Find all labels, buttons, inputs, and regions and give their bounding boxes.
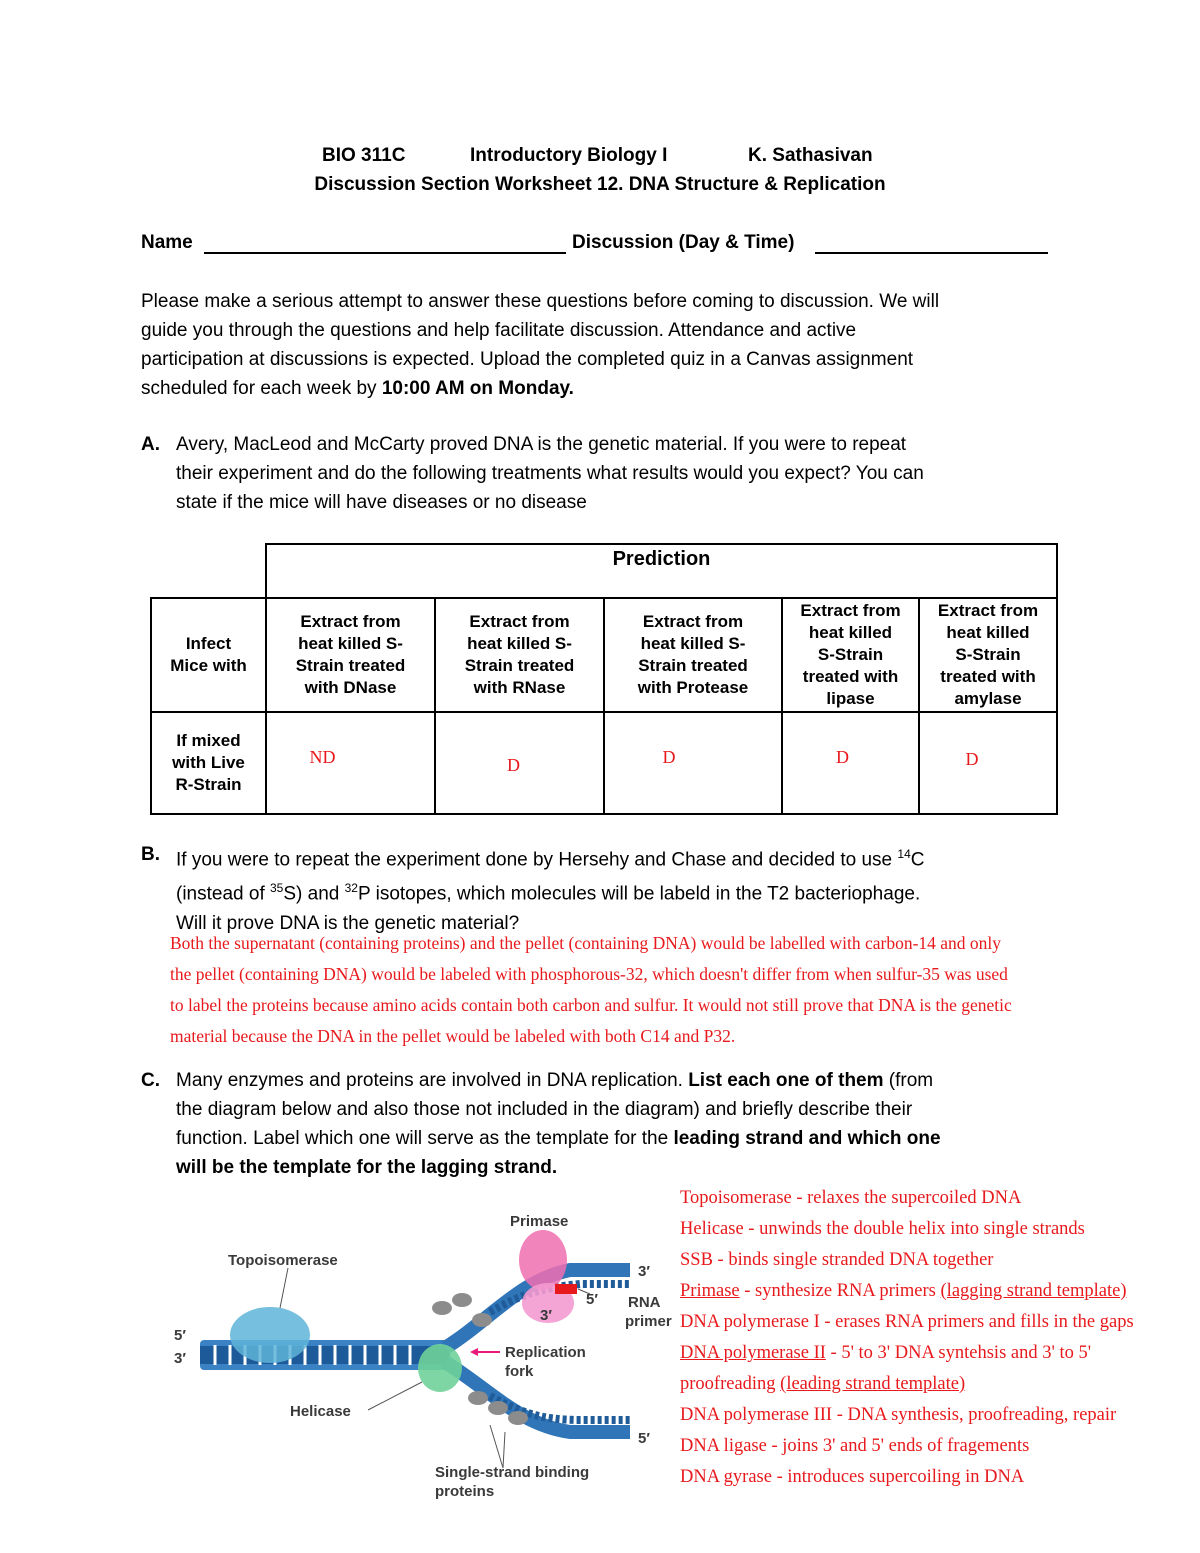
label-3prime-top: 3′ — [638, 1263, 650, 1280]
header-line: Extract from — [800, 601, 901, 620]
enzyme-desc: - synthesize RNA primers — [739, 1281, 941, 1301]
name-label: Name — [141, 232, 193, 253]
answer-text: D — [836, 746, 849, 767]
q-text: Many enzymes and proteins are involved in DNA replication. — [176, 1070, 689, 1091]
question-b-text — [176, 840, 1076, 938]
deadline-text: 10:00 AM on Monday — [381, 378, 569, 399]
header-line: Extract from — [300, 612, 401, 631]
intro-line: guide you through the questions and help facilitate discussion. Attendance and active — [141, 320, 857, 341]
label-primase: Primase — [510, 1213, 569, 1230]
discussion-label: Discussion (Day & Time) — [572, 232, 795, 253]
column-header-dnase — [266, 598, 435, 712]
prediction-header: Prediction — [266, 544, 1057, 598]
question-line: Avery, MacLeod and McCarty proved DNA is the genetic material. If you were to repeat — [176, 434, 907, 455]
intro-text: scheduled for each week by — [141, 378, 382, 399]
enzyme-desc: - 5' to 3' DNA syntehsis and 3' to 5' — [825, 1343, 1092, 1363]
answer-cell[interactable] — [919, 712, 1057, 814]
intro-line: participation at discussions is expected. Upload the completed quiz in a Canvas assignment — [141, 349, 914, 370]
q-text: function. Label which one will serve as the template for the — [176, 1128, 674, 1149]
row-label-line: If mixed — [176, 731, 241, 750]
answer-line: the pellet (containing DNA) would be labeled with phosphorous-32, which doesn't differ from when sulfur-35 was used — [170, 964, 1008, 984]
header-line: Strain treated — [295, 656, 406, 675]
enzyme-desc: proofreading — [680, 1374, 781, 1394]
answer-text: ND — [309, 746, 336, 767]
question-line: will be the template for the lagging strand. — [176, 1157, 558, 1178]
row-header-line: Infect — [185, 634, 232, 653]
answer-text: D — [507, 754, 520, 775]
column-header-rnase — [435, 598, 604, 712]
enzyme-item — [680, 1276, 1195, 1307]
label-5prime-top: 5′ — [586, 1291, 598, 1308]
question-line — [176, 874, 1076, 908]
row-header-infect — [151, 598, 266, 712]
superscript: 14 — [897, 847, 911, 861]
header-line: with Protease — [637, 678, 749, 697]
row-label-line: with Live — [172, 753, 245, 772]
q-text: (instead of — [176, 883, 270, 905]
worksheet-title: Discussion Section Worksheet 12. DNA Structure & Replication — [314, 174, 886, 195]
intro-line: Please make a serious attempt to answer these questions before coming to discussion. We will — [141, 291, 940, 312]
row-header-line: Mice with — [170, 656, 247, 675]
question-line — [176, 1124, 1076, 1153]
header-line: heat killed — [808, 623, 893, 642]
column-header-protease — [604, 598, 782, 712]
label-helicase: Helicase — [290, 1403, 351, 1420]
label-fork: fork — [505, 1363, 534, 1380]
question-line: Will it prove DNA is the genetic material? — [176, 912, 520, 934]
primase-shape — [519, 1230, 567, 1290]
header-line: Extract from — [642, 612, 744, 631]
label-ssb-2: proteins — [435, 1483, 495, 1500]
prediction-table — [150, 543, 1058, 815]
pol2-underlined: DNA polymerase II — [680, 1343, 826, 1363]
label-rna: RNA — [628, 1294, 661, 1311]
discussion-field[interactable] — [815, 252, 1048, 254]
primase-underlined: Primase — [680, 1281, 740, 1301]
header-line: S-Strain — [817, 645, 884, 664]
q-bold: leading strand and which one — [673, 1128, 941, 1149]
period: . — [568, 378, 574, 399]
enzyme-item: Topoisomerase - relaxes the supercoiled DNA — [680, 1188, 1022, 1208]
answer-cell[interactable] — [782, 712, 919, 814]
rna-primer-shape — [555, 1284, 577, 1294]
q-text: P isotopes, which molecules will be labeld in the T2 bacteriophage. — [357, 883, 921, 905]
answer-cell[interactable] — [266, 712, 435, 814]
answer-text: D — [662, 746, 676, 767]
header-line: with DNase — [304, 678, 397, 697]
enzyme-item: DNA polymerase III - DNA synthesis, proofreading, repair — [680, 1405, 1117, 1425]
q-text: S) and — [283, 883, 345, 905]
question-line: the diagram below and also those not included in the diagram) and briefly describe their — [176, 1099, 913, 1120]
answer-line: Both the supernatant (containing proteins) and the pellet (containing DNA) would be labelled with carbon-14 and only — [170, 933, 1002, 953]
helicase-shape — [418, 1344, 462, 1392]
header-line: Extract from — [937, 601, 1039, 620]
lagging-template-note: (lagging strand template) — [940, 1281, 1127, 1301]
course-title: Introductory Biology I — [470, 145, 668, 166]
answer-b — [170, 928, 1180, 1052]
enzyme-item — [680, 1369, 1195, 1400]
enzyme-item: DNA gyrase - introduces supercoiling in DNA — [680, 1467, 1025, 1487]
header-line: heat killed S- — [467, 634, 572, 653]
name-field[interactable] — [204, 252, 566, 254]
enzyme-list — [680, 1183, 1195, 1493]
label-5prime-bottom: 5′ — [638, 1430, 650, 1447]
column-header-amylase — [919, 598, 1057, 712]
question-c-text — [176, 1066, 1076, 1182]
column-header-lipase — [782, 598, 919, 712]
enzyme-item — [680, 1338, 1195, 1369]
question-c-label: C. — [141, 1070, 160, 1091]
enzyme-item: Helicase - unwinds the double helix into single strands — [680, 1219, 1085, 1239]
instructor-name: K. Sathasivan — [748, 145, 873, 166]
fork-arrowhead — [470, 1348, 478, 1356]
header-line: lipase — [826, 689, 875, 708]
superscript: 35 — [270, 881, 284, 896]
answer-text: D — [965, 748, 979, 769]
answer-cell[interactable] — [435, 712, 604, 814]
header-line: treated with — [940, 667, 1036, 686]
question-a-label: A. — [141, 434, 160, 455]
q-bold: List each one of them — [688, 1070, 884, 1091]
question-line: their experiment and do the following treatments what results would you expect? You can — [176, 463, 924, 484]
label-3prime-primer: 3′ — [540, 1307, 552, 1324]
header-line: S-Strain — [955, 645, 1021, 664]
header-line: with RNase — [473, 678, 566, 697]
label-primer: primer — [625, 1313, 672, 1330]
leading-template-note: (leading strand template) — [780, 1374, 966, 1394]
answer-line: to label the proteins because amino acids contain both carbon and sulfur. It would not still prove that DNA is the genetic — [170, 995, 1012, 1015]
question-line — [176, 1066, 1076, 1095]
label-replication: Replication — [505, 1344, 586, 1361]
intro-line — [141, 374, 1101, 403]
intro-paragraph — [141, 287, 1101, 403]
question-line: state if the mice will have diseases or no disease — [176, 492, 587, 513]
header-line: heat killed S- — [640, 634, 746, 653]
enzyme-item: SSB - binds single stranded DNA together — [680, 1250, 994, 1270]
question-a-text — [176, 430, 1076, 517]
superscript: 32 — [344, 881, 358, 896]
label-5prime-left: 5′ — [174, 1327, 186, 1344]
enzyme-item: DNA ligase - joins 3' and 5' ends of fragements — [680, 1436, 1030, 1456]
header-line: treated with — [802, 667, 899, 686]
empty-corner — [151, 544, 266, 598]
answer-line: material because the DNA in the pellet would be labeled with both C14 and P32. — [170, 1026, 736, 1046]
q-text: If you were to repeat the experiment done by Hersehy and Chase and decided to use — [176, 849, 898, 871]
label-ssb-1: Single-strand binding — [435, 1464, 590, 1481]
header-line: Strain treated — [464, 656, 575, 675]
q-text: (from — [883, 1070, 934, 1091]
answer-cell[interactable] — [604, 712, 782, 814]
q-text: C — [910, 849, 925, 871]
topoisomerase-shape — [230, 1307, 310, 1363]
header-line: Strain treated — [638, 656, 748, 675]
row-label-r-strain — [151, 712, 266, 814]
course-code: BIO 311C — [322, 145, 406, 166]
question-line — [176, 840, 1076, 874]
header-line: Extract from — [469, 612, 570, 631]
row-label-line: R-Strain — [175, 775, 242, 794]
enzyme-item: DNA polymerase I - erases RNA primers and fills in the gaps — [680, 1312, 1134, 1332]
question-b-label: B. — [141, 844, 160, 865]
dna-replication-diagram — [160, 1200, 680, 1510]
label-topoisomerase: Topoisomerase — [228, 1252, 338, 1269]
header-line: heat killed — [946, 623, 1030, 642]
header-line: heat killed S- — [298, 634, 403, 653]
header-line: amylase — [954, 689, 1022, 708]
label-3prime-left: 3′ — [174, 1350, 186, 1367]
